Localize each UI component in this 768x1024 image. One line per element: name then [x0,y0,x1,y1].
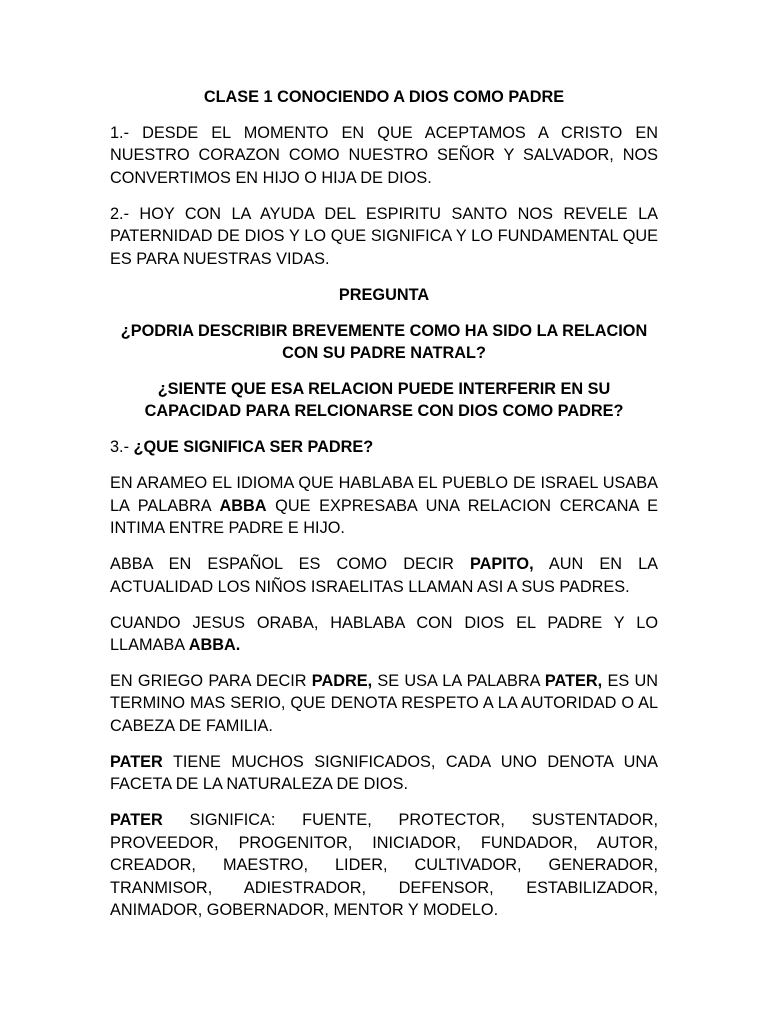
paragraph-4 [110,472,658,539]
paragraph-9-after: SIGNIFICA: FUENTE, PROTECTOR, SUSTENTADOR, PROVEEDOR, PROGENITOR, INICIADOR, FUNDADOR, AUTOR, CREADOR, MAESTRO, LIDER, CULTIVADOR, GENERADOR, TRANMISOR, ADIESTRADOR, DEFENSOR, ESTABILIZADOR, ANIMADOR, GOBERNADOR, MENTOR Y MODELO. [110,811,658,919]
paragraph-5-before: ABBA EN ESPAÑOL ES COMO DECIR [110,555,470,574]
question-heading: PREGUNTA [338,285,430,304]
paragraph-7-bold-1: PADRE, [311,672,373,691]
paragraph-9-bold: PATER [110,811,163,830]
paragraph-8-bold: PATER [110,752,163,771]
paragraph-7-after: ES UN TERMINO MAS SERIO, QUE DENOTA RESPETO A LA AUTORIDAD O AL CABEZA DE FAMILIA. [110,672,658,735]
paragraph-8 [110,751,658,796]
paragraph-7-before: EN GRIEGO PARA DECIR [110,672,312,691]
paragraph-5-after: AUN EN LA ACTUALIDAD LOS NIÑOS ISRAELITAS LLAMAN ASI A SUS PADRES. [110,555,658,596]
paragraph-3-prefix: 3.- [110,438,134,457]
paragraph-1: 1.- DESDE EL MOMENTO EN QUE ACEPTAMOS A CRISTO EN NUESTRO CORAZON COMO NUESTRO SEÑOR Y SALVADOR, NOS CONVERTIMOS EN HIJO O HIJA DE DIOS. [110,124,658,187]
paragraph-6-before: CUANDO JESUS ORABA, HABLABA CON DIOS EL PADRE Y LO LLAMABA [110,613,658,655]
document-title: CLASE 1 CONOCIENDO A DIOS COMO PADRE [203,88,565,106]
paragraph-5-bold: PAPITO, [469,555,534,574]
paragraph-4-bold: ABBA [219,496,267,515]
paragraph-6 [110,612,658,657]
paragraph-8-after: TIENE MUCHOS SIGNIFICADOS, CADA UNO DENOTA UNA FACETA DE LA NATURALEZA DE DIOS. [110,752,658,794]
paragraph-9 [110,809,658,921]
paragraph-3-bold: ¿QUE SIGNIFICA SER PADRE? [133,438,374,457]
question-1: ¿PODRIA DESCRIBIR BREVEMENTE COMO HA SIDO LA RELACION CON SU PADRE NATRAL? [120,321,648,363]
paragraph-4-before: EN ARAMEO EL IDIOMA QUE HABLABA EL PUEBLO DE ISRAEL USABA LA PALABRA [110,474,658,515]
paragraph-3 [110,436,658,458]
document-page [110,86,658,935]
paragraph-5 [110,553,658,598]
paragraph-4-after: QUE EXPRESABA UNA RELACION CERCANA E INTIMA ENTRE PADRE E HIJO. [110,496,658,538]
paragraph-7-bold-2: PATER, [544,672,603,691]
paragraph-6-bold: ABBA. [188,636,241,655]
paragraph-2: 2.- HOY CON LA AYUDA DEL ESPIRITU SANTO NOS REVELE LA PATERNIDAD DE DIOS Y LO QUE SIGNIFICA Y LO FUNDAMENTAL QUE ES PARA NUESTRAS VIDAS. [110,204,658,268]
paragraph-7-middle: SE USA LA PALABRA [372,672,545,691]
question-2: ¿SIENTE QUE ESA RELACION PUEDE INTERFERIR EN SU CAPACIDAD PARA RELCIONARSE CON DIOS COMO PADRE? [144,380,624,421]
paragraph-7 [110,670,658,737]
